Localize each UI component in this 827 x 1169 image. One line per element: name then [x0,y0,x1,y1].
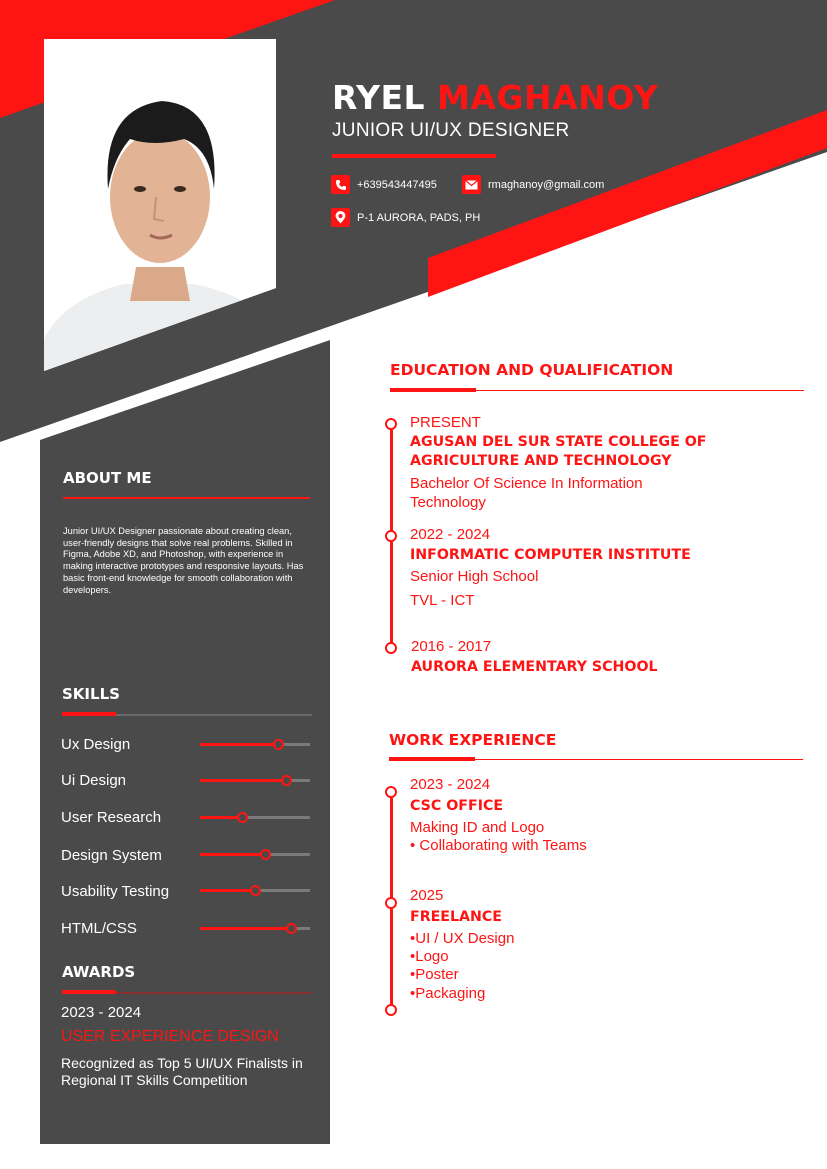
location-pin-icon [331,208,350,227]
work-company: CSC OFFICE [410,798,504,814]
phone-contact[interactable] [331,175,437,194]
email-address: rmaghanoy@gmail.com [488,178,605,191]
work-divider-accent [389,757,475,761]
award-name: USER EXPERIENCE DESIGN [61,1028,279,1045]
timeline-dot [385,530,397,542]
location-text: P-1 AURORA, PADS, PH [357,211,481,224]
skill-label: Design System [61,847,162,864]
education-divider-accent [390,388,476,392]
skill-label: Ui Design [61,772,127,789]
timeline-dot [385,418,397,430]
timeline-dot [385,1004,397,1016]
education-strand: TVL - ICT [410,592,475,609]
education-school: AURORA ELEMENTARY SCHOOL [411,659,658,675]
work-title: WORK EXPERIENCE [389,731,557,749]
work-duty: •Poster [410,966,459,983]
mail-icon [462,175,481,194]
skill-label: Usability Testing [61,883,170,900]
award-year: 2023 - 2024 [61,1004,142,1021]
awards-title: AWARDS [62,963,136,981]
education-title: EDUCATION AND QUALIFICATION [390,361,674,379]
awards-divider-accent [62,990,116,994]
timeline-dot [385,642,397,654]
skills-divider-accent [62,712,116,716]
skill-bar-knob [250,885,261,896]
about-divider [63,497,310,499]
skill-bar [200,889,310,892]
phone-number: +639543447495 [357,178,437,191]
email-contact[interactable] [462,175,604,194]
work-company: FREELANCE [410,909,502,925]
skill-bar-knob [260,849,271,860]
work-duty: Making ID and Logo [410,819,545,836]
skill-bar [200,853,310,856]
skill-label: User Research [61,809,162,826]
award-description: Recognized as Top 5 UI/UX Finalists in Regional IT Skills Competition [61,1055,303,1088]
work-duty: •Packaging [410,985,486,1002]
skill-bar [200,816,310,819]
work-duty: •UI / UX Design [410,930,515,947]
education-date: 2016 - 2017 [411,638,492,655]
education-date: PRESENT [410,414,481,431]
about-text: Junior UI/UX Designer passionate about creating clean, user-friendly designs that solve real problems. Skilled in Figma, Adobe XD, and Photoshop, with experience in making interactive prototypes and responsive layouts. Has basic front-end knowledge for smooth collaboration with developers. [63,526,304,595]
skill-bar-fill [200,889,255,892]
location-contact [331,208,480,227]
skill-bar-fill [200,816,242,819]
education-school: INFORMATIC COMPUTER INSTITUTE [410,547,691,563]
skill-bar [200,743,310,746]
timeline-dot [385,897,397,909]
skill-label: HTML/CSS [61,920,137,937]
phone-icon [331,175,350,194]
job-title: JUNIOR UI/UX DESIGNER [332,120,570,141]
skill-bar-fill [200,779,286,782]
skill-bar-knob [237,812,248,823]
skill-label: Ux Design [61,736,131,753]
skill-bar [200,779,310,782]
last-name: MAGHANOY [437,78,659,117]
first-name: RYEL [332,78,426,117]
skill-bar [200,927,310,930]
work-duty: • Collaborating with Teams [410,837,587,854]
skills-title: SKILLS [62,685,120,703]
timeline-dot [385,786,397,798]
work-duty: •Logo [410,948,449,965]
work-date: 2023 - 2024 [410,776,491,793]
skill-bar-fill [200,743,278,746]
skill-bar-fill [200,853,265,856]
education-school: AGUSAN DEL SUR STATE COLLEGE OF AGRICULTURE AND TECHNOLOGY [410,434,707,469]
skill-bar-knob [281,775,292,786]
education-date: 2022 - 2024 [410,526,491,543]
about-title: ABOUT ME [63,469,152,487]
skill-bar-fill [200,927,291,930]
title-underline [332,154,496,158]
education-degree: Bachelor Of Science In Information Technology [410,475,643,511]
education-degree: Senior High School [410,568,539,585]
full-name [332,78,658,118]
work-date: 2025 [410,887,444,904]
